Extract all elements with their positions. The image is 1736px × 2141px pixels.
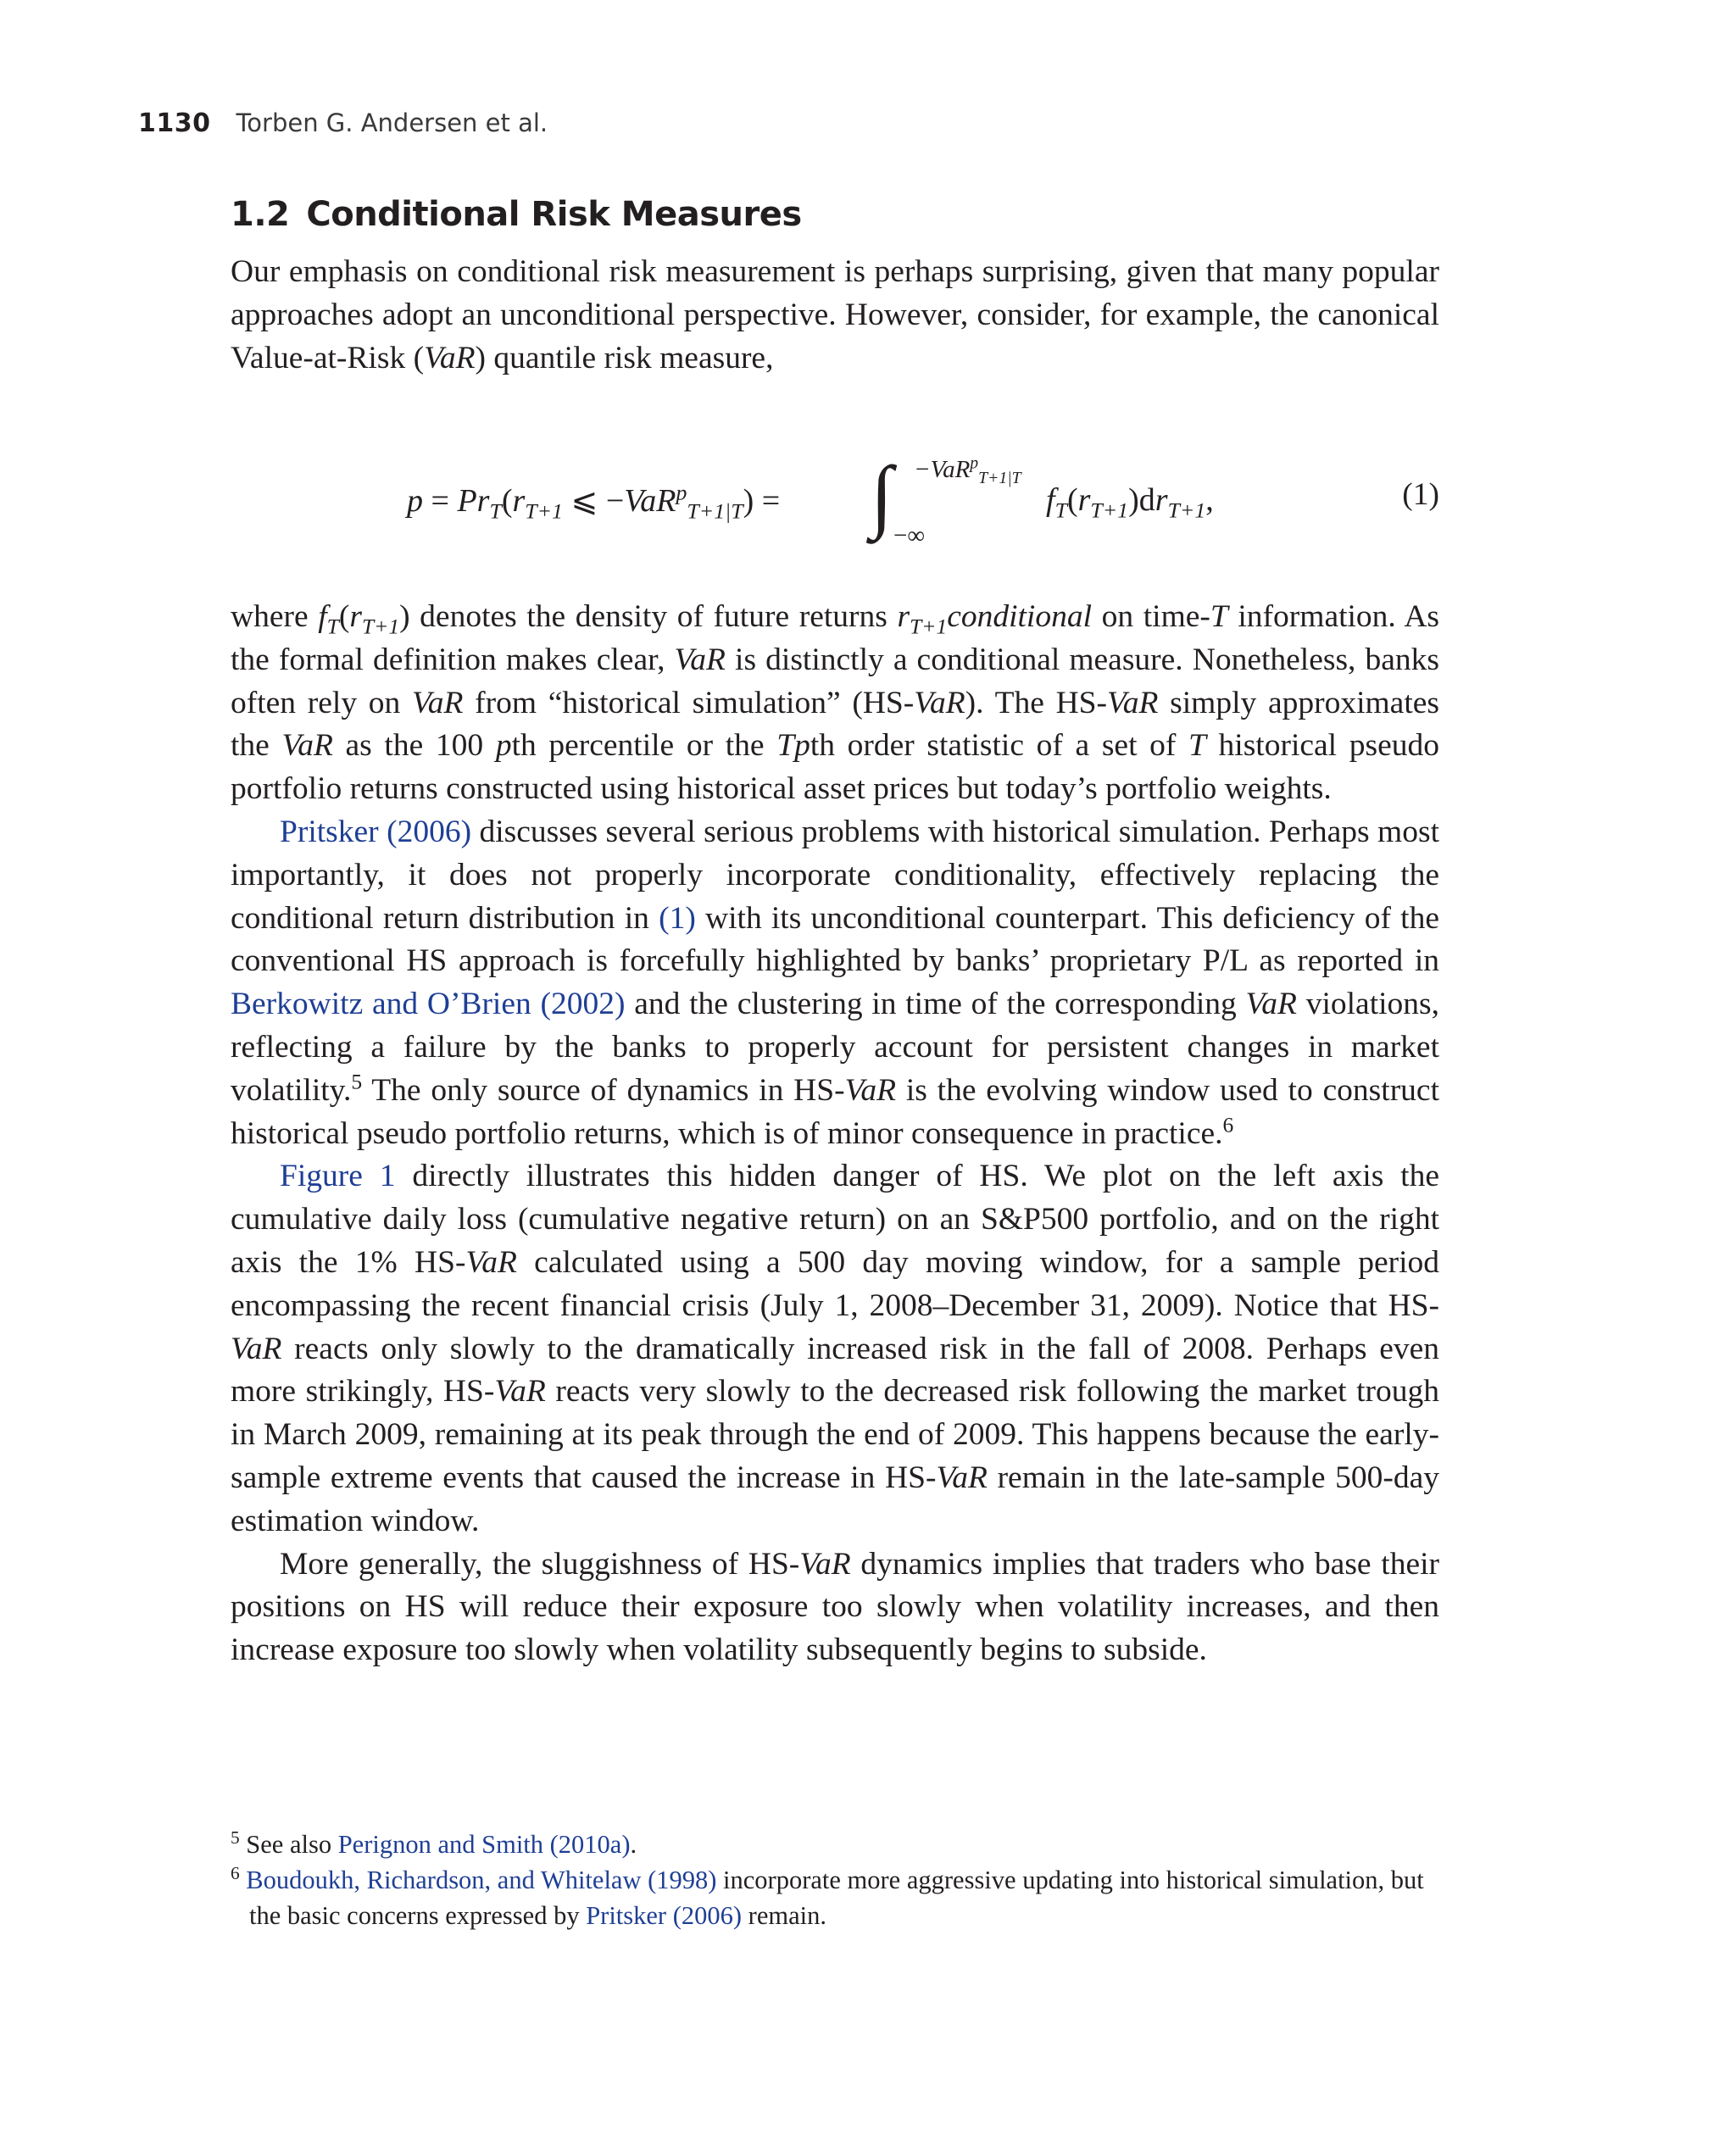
- equation-rhs: $f_T(r_{T+1})dr_{T+1}$,: [1046, 482, 1214, 523]
- integral-sign: ∫: [871, 449, 893, 540]
- equation-reference-link[interactable]: (1): [659, 900, 696, 936]
- footnote-mark[interactable]: 5: [351, 1069, 363, 1094]
- integral-lower-limit: −∞: [893, 522, 926, 549]
- section-number: 1.2: [231, 195, 290, 234]
- footnote-5: $^5$ See also Perignon and Smith (2010a).: [231, 1827, 637, 1859]
- footnotes: [231, 1827, 1439, 1933]
- running-header: [138, 108, 548, 138]
- integral-upper-limit: −VaR$^p_{T+1|T}$: [914, 453, 1021, 487]
- citation-link[interactable]: Pritsker (2006): [586, 1901, 743, 1930]
- paragraph-intro: Our emphasis on conditional risk measurement is perhaps surprising, given that many popular approaches adopt an unconditional perspective. However, consider, for example, the canonical Value-at-Risk (VaR) quantile risk measure,: [231, 254, 1439, 375]
- citation-link[interactable]: Boudoukh, Richardson, and Whitelaw (1998): [246, 1866, 717, 1894]
- citation-link[interactable]: Perignon and Smith (2010a): [337, 1830, 631, 1859]
- paragraph-figure: Figure 1 directly illustrates this hidden danger of HS. We plot on the left axis the cumulative daily loss (cumulative negative return) on an S&P500 portfolio, and on the right axis the 1% HS-VaR calculated using a 500 day moving window, for a sample period encompassing the recent financial crisis (July 1, 2008–December 31, 2009). Notice that HS-VaR reacts only slowly to the dramatically increased risk in the fall of 2008. Perhaps even more strikingly, HS-VaR reacts very slowly to the decreased risk following the market trough in March 2009, remaining at its peak through the end of 2009. This happens because the early-sample extreme events that caused the increase in HS-VaR remain in the late-sample 500-day estimation window.: [231, 1159, 1440, 1538]
- citation-link[interactable]: Berkowitz and O’Brien (2002): [231, 987, 626, 1022]
- figure-reference-link[interactable]: Figure 1: [280, 1159, 396, 1194]
- paragraph-pritsker: Pritsker (2006) discusses several serious problems with historical simulation. Perhaps most importantly, it does not properly incorporate conditionality, effectively replacing the conditional return distribution in (1) with its unconditional counterpart. This deficiency of the conventional HS approach is forcefully highlighted by banks’ proprietary P/L as reported in Berkowitz and O’Brien (2002) and the clustering in time of the corresponding VaR violations, reflecting a failure by the banks to properly account for persistent changes in market volatility.$^5$ The only source of dynamics in HS-VaR is the evolving window used to construct historical pseudo portfolio returns, which is of minor consequence in practice.$^6$: [231, 814, 1439, 1151]
- body-text-main: [231, 596, 1439, 1672]
- section-heading: [231, 195, 802, 234]
- footnote-6: $^6$ Boudoukh, Richardson, and Whitelaw (1998) incorporate more aggressive updating into historical simulation, but the basic concerns expressed by Pritsker (2006) remain.: [231, 1862, 1424, 1930]
- page-number: 1130: [138, 108, 211, 138]
- section-title: Conditional Risk Measures: [306, 195, 802, 234]
- paragraph-sluggishness: More generally, the sluggishness of HS-VaR dynamics implies that traders who base their positions on HS will reduce their exposure too slowly when volatility increases, and then increase exposure too slowly when volatility subsequently begins to subside.: [231, 1546, 1439, 1668]
- display-equation: [231, 441, 1439, 559]
- equation-number: (1): [1402, 477, 1439, 512]
- body-text-top: [231, 251, 1439, 380]
- footnote-mark[interactable]: 6: [1222, 1112, 1234, 1137]
- paragraph-density: where $f_T(r_{T+1})$ denotes the density of future returns $r_{T+1}conditional$ on time-T information. As the formal definition makes clear, VaR is distinctly a conditional measure. Nonetheless, banks often rely on VaR from “historical simulation” (HS-VaR). The HS-VaR simply approximates the VaR as the 100 pth percentile or the Tpth order statistic of a set of T historical pseudo portfolio returns constructed using historical asset prices but today’s portfolio weights.: [231, 599, 1440, 807]
- equation-lhs: $p = Pr_T(r_{T+1}$ ⩽ −VaR$^p_{T+1|T}$) =: [407, 480, 781, 524]
- running-head-authors: Torben G. Andersen et al.: [236, 108, 548, 137]
- var-term: VaR: [424, 340, 476, 375]
- citation-link[interactable]: Pritsker (2006): [280, 814, 472, 849]
